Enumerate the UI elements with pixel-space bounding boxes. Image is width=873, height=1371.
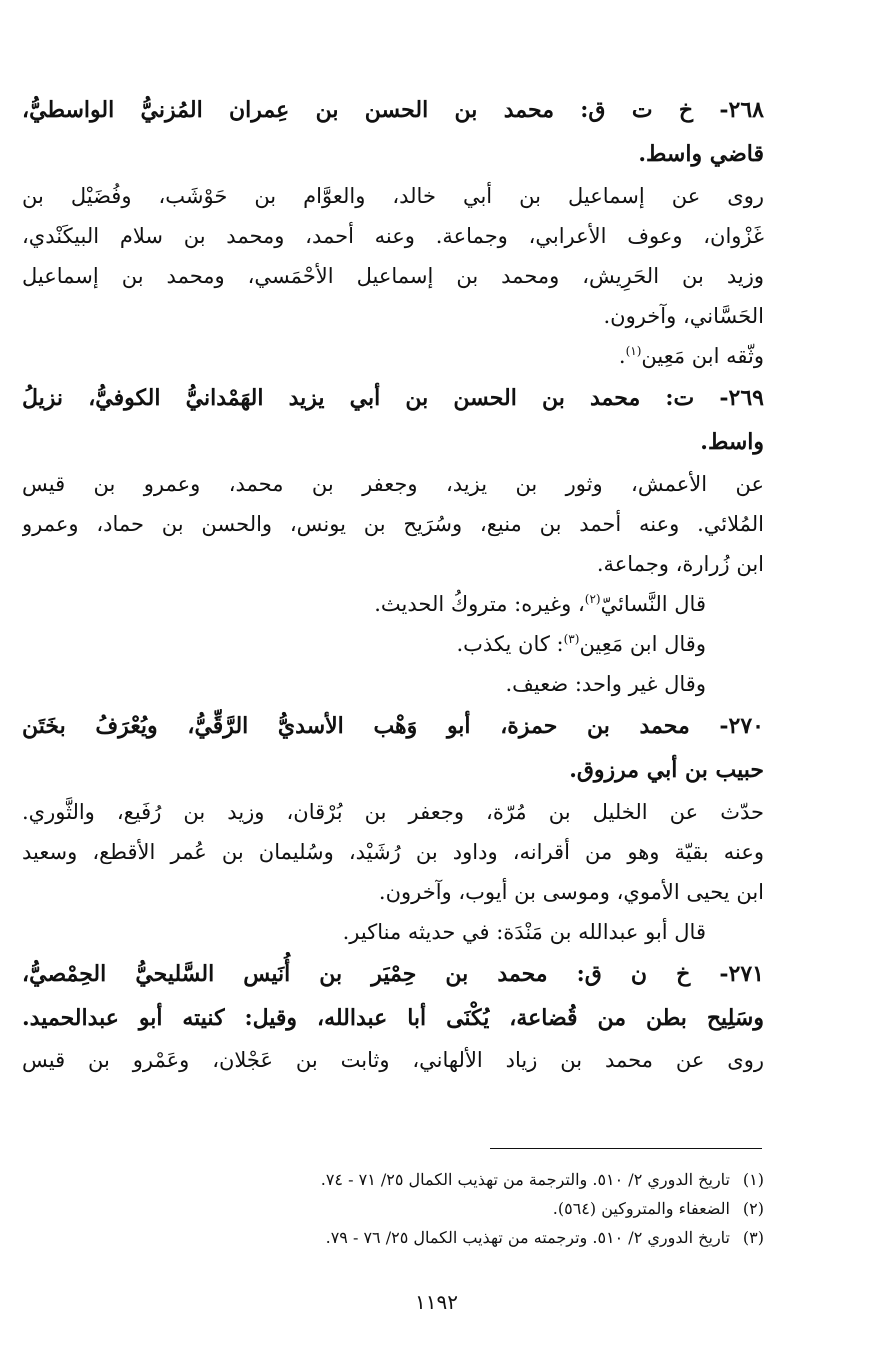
text-line [22,872,764,912]
line-text: المُلائي. وعنه أحمد بن منيع، وسُرَيح بن يونس، والحسن بن حماد، وعمرو [22,512,764,536]
line-text: قال النَّسائيّ [600,592,706,616]
line-text: ابن زُرارة، وجماعة. [596,552,764,576]
entry-heading-line [22,952,764,996]
footnote-separator [490,1148,762,1149]
footnote-text: تاريخ الدوري ٢/ ٥١٠. والترجمة من تهذيب الكمال ٢٥/ ٧١ - ٧٤. [320,1170,730,1189]
footnote-reference: (٢) [584,592,601,606]
line-text: حبيب بن أبي مرزوق. [569,757,764,783]
line-text: وقال ابن مَعِين [579,632,706,656]
footnote-reference: (١) [625,344,642,358]
footnote [120,1165,764,1194]
footnote-number: (٢) [742,1199,764,1218]
line-text: روى عن محمد بن زياد الألهاني، وثابت بن عَجْلان، وعَمْرو بن قيس [22,1048,764,1072]
text-line [22,336,764,376]
text-line [22,1040,764,1080]
main-text [22,88,764,1080]
line-text-continued: : كان يكذب. [456,632,564,656]
line-text: وسَلِيح بطن من قُضاعة، يُكْنَى أبا عبدالله، وقيل: كنيته أبو عبدالحميد. [22,1005,764,1031]
entry-heading-line [22,420,764,464]
text-line [22,832,764,872]
text-line [22,584,764,624]
line-text: قاضي واسط. [638,141,764,167]
line-text: وثّقه ابن مَعِين [641,344,764,368]
footnotes [120,1165,764,1252]
entry-heading-line [22,748,764,792]
line-text: ٢٧٠- محمد بن حمزة، أبو وَهْب الأسديُّ الرَّقِّيُّ، ويُعْرَفُ بخَتَن [22,713,764,739]
line-text: ابن يحيى الأموي، وموسى بن أيوب، وآخرون. [378,880,764,904]
footnote-text: الضعفاء والمتروكين (٥٦٤). [552,1199,730,1218]
footnote [120,1223,764,1252]
line-text: وقال غير واحد: ضعيف. [505,672,706,696]
line-text: روى عن إسماعيل بن أبي خالد، والعوَّام بن حَوْشَب، وفُضَيْل بن [22,184,764,208]
page-number: ١١٩٢ [415,1290,458,1314]
line-text: وعنه بقيّة وهو من أقرانه، وداود بن رُشَيْد، وسُليمان بن عُمر الأقطع، وسعيد [22,840,764,864]
footnote-number: (١) [742,1170,764,1189]
text-line [22,296,764,336]
line-text: غَزْوان، وعوف الأعرابي، وجماعة. وعنه أحمد، ومحمد بن سلام البيكَنْدي، [22,224,764,248]
line-text: حدّث عن الخليل بن مُرّة، وجعفر بن بُرْقان، وزيد بن رُفَيع، والثَّوري. [22,800,764,824]
line-text: ٢٦٩- ت: محمد بن الحسن بن أبي يزيد الهَمْدانيُّ الكوفيُّ، نزيلُ [22,385,764,411]
text-line [22,504,764,544]
line-text: قال أبو عبدالله بن مَنْدَة: في حديثه مناكير. [342,920,706,944]
line-text-continued: . [618,344,626,368]
line-text: الحَسَّاني، وآخرون. [603,304,764,328]
text-line [22,664,764,704]
text-line [22,544,764,584]
text-line [22,624,764,664]
text-line [22,256,764,296]
entry-heading-line [22,88,764,132]
line-text: ٢٧١- خ ن ق: محمد بن حِمْيَر بن أُنَيس السَّليحيُّ الحِمْصيُّ، [22,961,764,987]
footnote [120,1194,764,1223]
line-text: واسط. [700,429,764,455]
text-line [22,464,764,504]
footnote-number: (٣) [742,1228,764,1247]
line-text: وزيد بن الحَرِيش، ومحمد بن إسماعيل الأحْمَسي، ومحمد بن إسماعيل [22,264,764,288]
entry-heading-line [22,132,764,176]
text-line [22,176,764,216]
line-text-continued: ، وغيره: متروكُ الحديث. [374,592,585,616]
text-line [22,912,764,952]
footnote-reference: (٣) [563,632,580,646]
entry-heading-line [22,996,764,1040]
text-line [22,792,764,832]
entry-heading-line [22,376,764,420]
text-line [22,216,764,256]
footnote-text: تاريخ الدوري ٢/ ٥١٠. وترجمته من تهذيب الكمال ٢٥/ ٧٦ - ٧٩. [325,1228,730,1247]
line-text: عن الأعمش، وثور بن يزيد، وجعفر بن محمد، وعمرو بن قيس [22,472,764,496]
entry-heading-line [22,704,764,748]
line-text: ٢٦٨- خ ت ق: محمد بن الحسن بن عِمران المُزنيُّ الواسطيُّ، [22,97,764,123]
